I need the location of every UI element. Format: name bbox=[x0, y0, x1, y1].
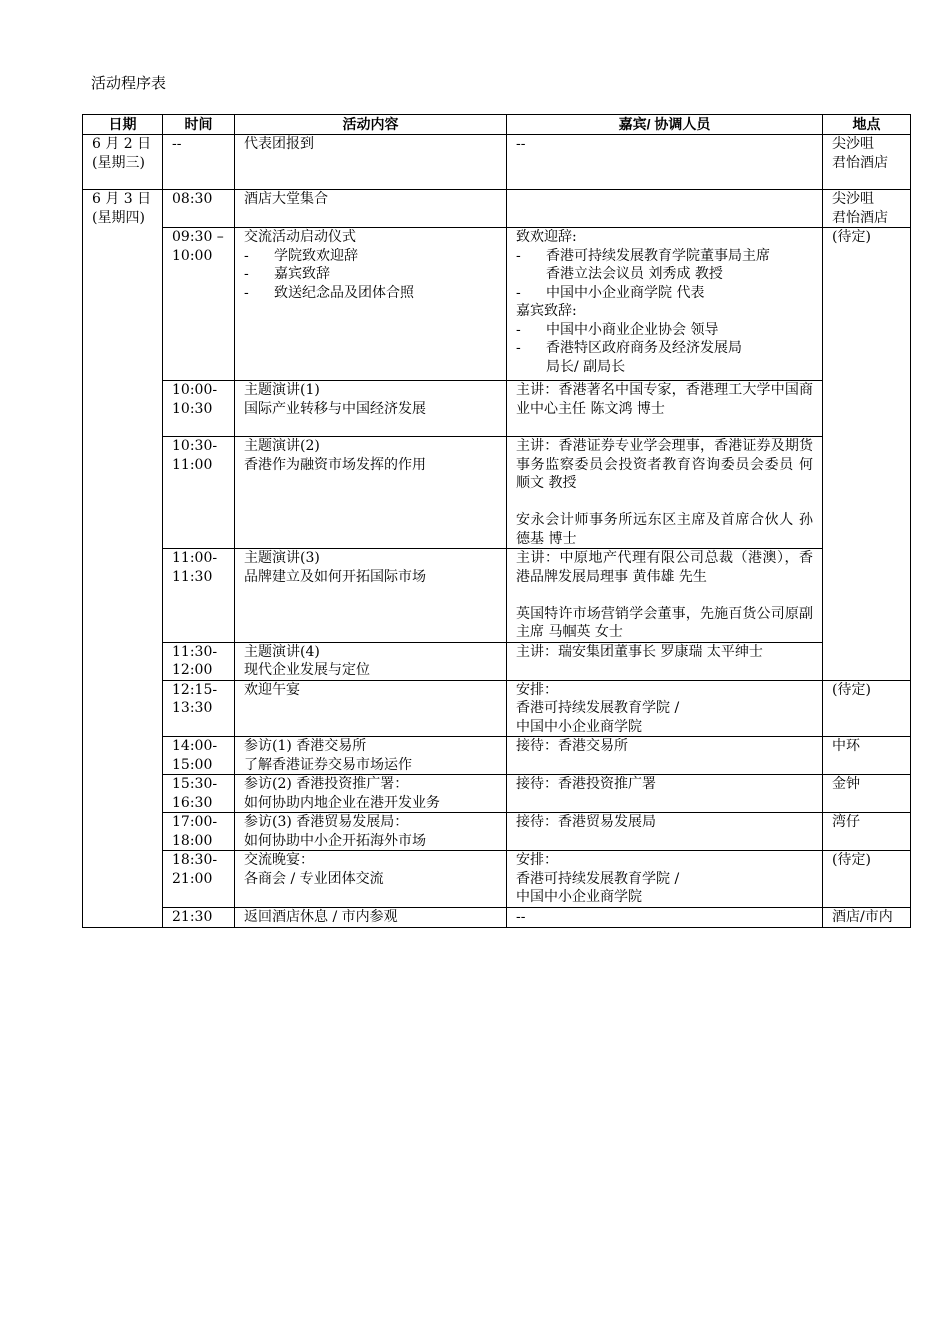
guests-cell: 主讲：香港证券专业学会理事，香港证券及期货事务监察委员会投资者教育咨询委员会委员 何顺文 教授 安永会计师事务所远东区主席及首席合伙人 孙德基 博士 bbox=[507, 437, 823, 549]
time-cell: 15:30- 16:30 bbox=[163, 775, 235, 813]
list-item: - 中国中小企业商学院 代表 bbox=[516, 284, 705, 301]
guests-cell: 主讲：瑞安集团董事长 罗康瑞 太平绅士 bbox=[507, 642, 823, 680]
header-venue: 地点 bbox=[823, 115, 911, 135]
time-cell: 10:00- 10:30 bbox=[163, 381, 235, 437]
list-item: - 致送纪念品及团体合照 bbox=[244, 284, 414, 301]
time-cell: 12:15- 13:30 bbox=[163, 680, 235, 737]
date-cell bbox=[83, 190, 163, 928]
venue-cell: 尖沙咀 君怡酒店 bbox=[823, 135, 911, 190]
content-cell: 代表团报到 bbox=[235, 135, 507, 190]
table-row bbox=[83, 228, 911, 381]
guests-cell: 主讲：中原地产代理有限公司总裁（港澳），香港品牌发展局理事 黄伟雄 先生 英国特许市场营销学会董事，先施百货公司原副主席 马帼英 女士 bbox=[507, 549, 823, 643]
content-cell: 返回酒店休息 / 市内参观 bbox=[235, 908, 507, 928]
table-row bbox=[83, 135, 911, 190]
date-text: 6 月 2 日 bbox=[92, 136, 152, 152]
guests-cell: 接待：香港贸易发展局 bbox=[507, 813, 823, 851]
guests-cell: 接待：香港交易所 bbox=[507, 737, 823, 775]
table-row bbox=[83, 437, 911, 549]
table-row bbox=[83, 549, 911, 643]
list-item: - 学院致欢迎辞 bbox=[244, 247, 358, 264]
content-cell: 参访(3) 香港贸易发展局： 如何协助中小企开拓海外市场 bbox=[235, 813, 507, 851]
venue-cell: (待定) bbox=[823, 228, 911, 681]
venue-cell: 金钟 bbox=[823, 775, 911, 813]
content-cell: 交流活动启动仪式 - 学院致欢迎辞 - 嘉宾致辞 - 致送纪念品及团体合照 bbox=[235, 228, 507, 381]
weekday-text: (星期三) bbox=[92, 154, 145, 171]
table-row bbox=[83, 775, 911, 813]
content-cell: 主题演讲(1) 国际产业转移与中国经济发展 bbox=[235, 381, 507, 437]
time-cell: 10:30- 11:00 bbox=[163, 437, 235, 549]
table-row bbox=[83, 190, 911, 228]
guests-cell: 接待：香港投资推广署 bbox=[507, 775, 823, 813]
content-cell: 交流晚宴： 各商会 / 专业团体交流 bbox=[235, 851, 507, 908]
table-row bbox=[83, 851, 911, 908]
schedule-table bbox=[82, 114, 911, 928]
list-item: - 中国中小商业企业协会 领导 bbox=[516, 321, 719, 338]
venue-cell: 湾仔 bbox=[823, 813, 911, 851]
page-title: 活动程序表 bbox=[91, 74, 167, 92]
header-time: 时间 bbox=[163, 115, 235, 135]
content-cell: 参访(2) 香港投资推广署： 如何协助内地企业在港开发业务 bbox=[235, 775, 507, 813]
content-cell: 参访(1) 香港交易所 了解香港证券交易市场运作 bbox=[235, 737, 507, 775]
list-item: - 香港可持续发展教育学院董事局主席 bbox=[516, 247, 770, 264]
guests-cell bbox=[507, 190, 823, 228]
list-item: - 嘉宾致辞 bbox=[244, 266, 330, 282]
time-cell: 18:30- 21:00 bbox=[163, 851, 235, 908]
time-cell: 21:30 bbox=[163, 908, 235, 928]
header-date: 日期 bbox=[83, 115, 163, 135]
weekday-text: (星期四) bbox=[92, 209, 145, 226]
guests-cell: 安排： 香港可持续发展教育学院 / 中国中小企业商学院 bbox=[507, 851, 823, 908]
guests-cell: 致欢迎辞: - 香港可持续发展教育学院董事局主席 香港立法会议员 刘秀成 教授 - 中国中小企业商学院 代表 嘉宾致辞: - 中国中小商业企业协会 领导 - 香港特区政府商务及经济发展局 局长/ 副局长 bbox=[507, 228, 823, 381]
table-row bbox=[83, 642, 911, 680]
guests-cell: 安排： 香港可持续发展教育学院 / 中国中小企业商学院 bbox=[507, 680, 823, 737]
table-row bbox=[83, 908, 911, 928]
header-guests: 嘉宾/ 协调人员 bbox=[507, 115, 823, 135]
venue-cell: (待定) bbox=[823, 851, 911, 908]
guests-cell: -- bbox=[507, 908, 823, 928]
time-cell: 11:00- 11:30 bbox=[163, 549, 235, 643]
guests-cell: -- bbox=[507, 135, 823, 190]
date-text: 6 月 3 日 bbox=[92, 191, 152, 207]
content-cell: 酒店大堂集合 bbox=[235, 190, 507, 228]
table-row bbox=[83, 381, 911, 437]
content-cell: 主题演讲(2) 香港作为融资市场发挥的作用 bbox=[235, 437, 507, 549]
content-cell: 欢迎午宴 bbox=[235, 680, 507, 737]
content-cell: 主题演讲(3) 品牌建立及如何开拓国际市场 bbox=[235, 549, 507, 643]
table-row bbox=[83, 813, 911, 851]
header-row bbox=[83, 115, 911, 135]
date-cell bbox=[83, 135, 163, 190]
venue-cell: (待定) bbox=[823, 680, 911, 737]
venue-cell: 中环 bbox=[823, 737, 911, 775]
table-row bbox=[83, 680, 911, 737]
guests-cell: 主讲：香港著名中国专家，香港理工大学中国商业中心主任 陈文鸿 博士 bbox=[507, 381, 823, 437]
venue-cell: 尖沙咀 君怡酒店 bbox=[823, 190, 911, 228]
venue-cell: 酒店/市内 bbox=[823, 908, 911, 928]
list-item: - 香港特区政府商务及经济发展局 bbox=[516, 340, 742, 356]
table-row bbox=[83, 737, 911, 775]
time-cell: 14:00- 15:00 bbox=[163, 737, 235, 775]
time-cell: 08:30 bbox=[163, 190, 235, 228]
time-cell: 09:30 – 10:00 bbox=[163, 228, 235, 381]
time-cell: -- bbox=[163, 135, 235, 190]
header-content: 活动内容 bbox=[235, 115, 507, 135]
time-cell: 11:30- 12:00 bbox=[163, 642, 235, 680]
content-cell: 主题演讲(4) 现代企业发展与定位 bbox=[235, 642, 507, 680]
time-cell: 17:00- 18:00 bbox=[163, 813, 235, 851]
